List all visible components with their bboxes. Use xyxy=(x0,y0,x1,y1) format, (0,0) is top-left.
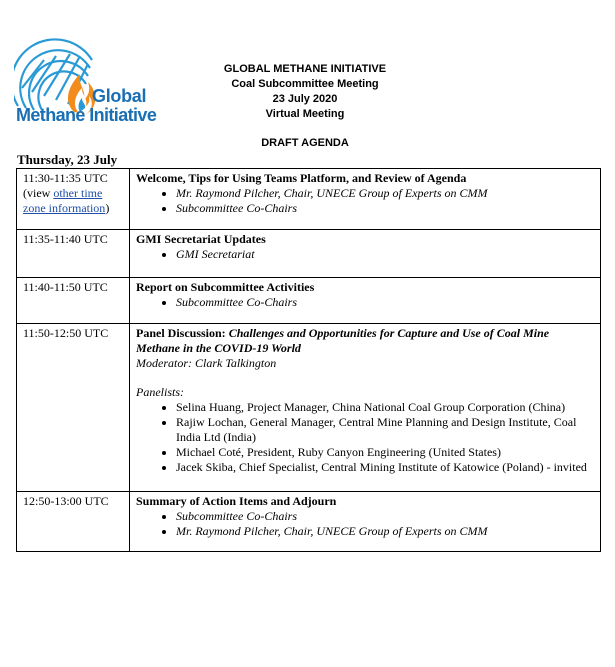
agenda-item-title: Report on Subcommittee Activities xyxy=(136,280,315,294)
agenda-content-cell xyxy=(130,324,601,492)
agenda-item-title xyxy=(136,326,594,356)
day-label: Thursday, 23 July xyxy=(17,152,118,167)
agenda-item-title: Summary of Action Items and Adjourn xyxy=(136,494,337,508)
agenda-time-cell xyxy=(17,230,130,278)
header-draft: DRAFT AGENDA xyxy=(261,137,349,149)
panelist-list xyxy=(136,400,594,475)
logo-line-methane-initiative: Methane Initiative xyxy=(16,105,157,125)
list-item: • Subcommittee Co-Chairs xyxy=(176,295,594,310)
list-item: • Rajiw Lochan, General Manager, Central Mine Planning and Design Institute, Coal India Ltd (India) xyxy=(176,415,594,445)
agenda-time-cell xyxy=(17,324,130,492)
list-item: • Selina Huang, Project Manager, China National Coal Group Corporation (China) xyxy=(176,400,594,415)
agenda-time: 11:50-12:50 UTC xyxy=(23,326,109,340)
list-item: • GMI Secretariat xyxy=(176,247,594,262)
agenda-item-title: GMI Secretariat Updates xyxy=(136,232,266,246)
header-title: GLOBAL METHANE INITIATIVE xyxy=(223,63,387,75)
list-item: • Mr. Raymond Pilcher, Chair, UNECE Group of Experts on CMM xyxy=(176,524,594,539)
agenda-row xyxy=(17,324,601,492)
list-item: • Jacek Skiba, Chief Specialist, Central Mining Institute of Katowice (Poland) - invited xyxy=(176,460,594,475)
agenda-item-list xyxy=(136,295,594,310)
time-note-pre: (view xyxy=(23,186,54,200)
agenda-content-cell xyxy=(130,230,601,278)
agenda-time: 11:35-11:40 UTC xyxy=(23,232,108,246)
list-item: • Mr. Raymond Pilcher, Chair, UNECE Group of Experts on CMM xyxy=(176,186,594,201)
list-item: • Michael Coté, President, Ruby Canyon Engineering (United States) xyxy=(176,445,594,460)
agenda-content-cell xyxy=(130,169,601,230)
agenda-row xyxy=(17,230,601,278)
panel-title-topic: Challenges and Opportunities for Capture and Use of Coal Mine Methane in the COVID-19 World xyxy=(136,326,550,355)
agenda-time-cell xyxy=(17,492,130,552)
panel-title-lead: Panel Discussion: xyxy=(136,326,229,340)
agenda-item-list xyxy=(136,186,594,216)
time-note-post: ) xyxy=(105,201,110,215)
agenda-time: 11:40-11:50 UTC xyxy=(23,280,108,294)
agenda-time: 11:30-11:35 UTC xyxy=(23,171,108,185)
agenda-row xyxy=(17,492,601,552)
logo-line-global: Global xyxy=(92,86,147,106)
panelists-label: Panelists: xyxy=(136,385,184,399)
agenda-time-cell xyxy=(17,278,130,324)
panel-moderator: Moderator: Clark Talkington xyxy=(136,356,277,370)
document-header xyxy=(200,62,410,151)
agenda-content-cell xyxy=(130,492,601,552)
list-item: • Subcommittee Co-Chairs xyxy=(176,509,594,524)
agenda-item-list xyxy=(136,509,594,539)
header-date: 23 July 2020 xyxy=(272,93,338,105)
agenda-time-cell xyxy=(17,169,130,230)
agenda-item-list xyxy=(136,247,594,262)
agenda-table xyxy=(16,168,601,552)
time-zone-link[interactable]: other time zone information xyxy=(23,186,106,215)
header-subtitle: Coal Subcommittee Meeting xyxy=(231,78,379,90)
agenda-content-cell xyxy=(130,278,601,324)
agenda-row xyxy=(17,169,601,230)
list-item: • Subcommittee Co-Chairs xyxy=(176,201,594,216)
header-format: Virtual Meeting xyxy=(265,108,345,120)
agenda-row xyxy=(17,278,601,324)
agenda-time: 12:50-13:00 UTC xyxy=(23,494,109,508)
agenda-item-title: Welcome, Tips for Using Teams Platform, and Review of Agenda xyxy=(136,171,467,185)
